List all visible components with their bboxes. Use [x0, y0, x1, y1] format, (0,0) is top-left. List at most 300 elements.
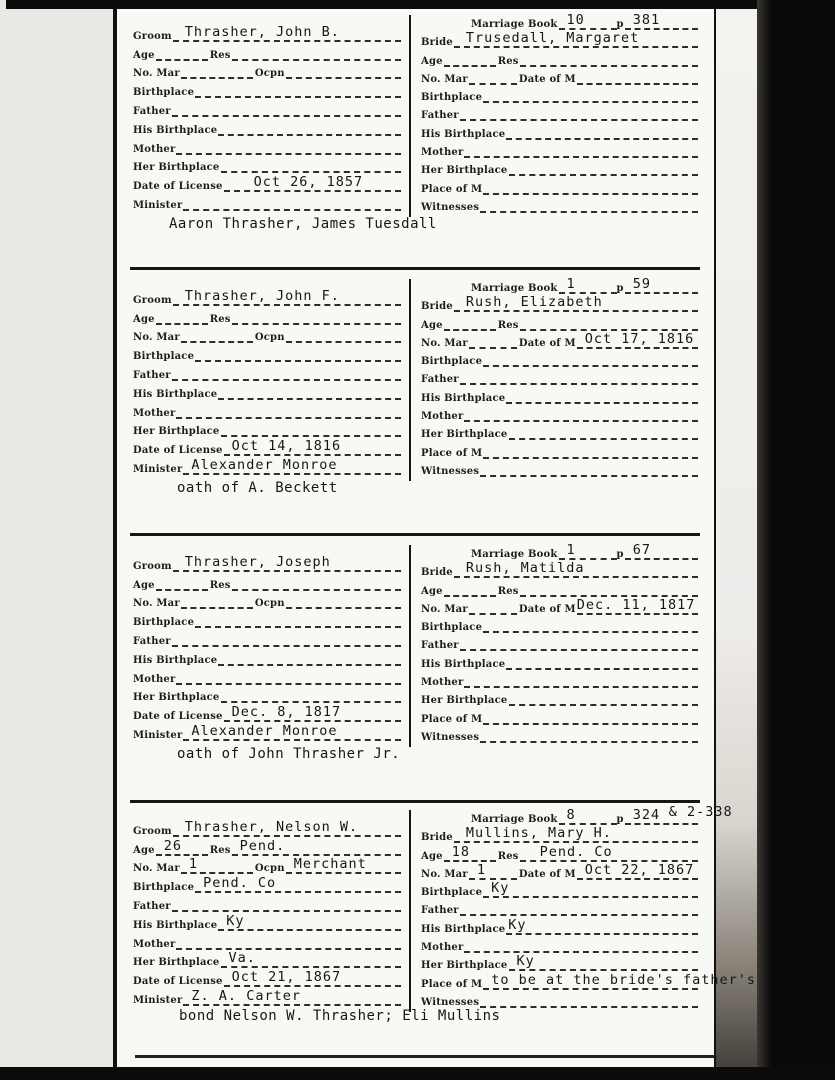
father-line — [460, 370, 698, 385]
form-row-minister — [133, 722, 401, 741]
father-line — [172, 366, 401, 381]
his-birthplace-label: His Birthplace — [421, 923, 506, 935]
age-label: Age — [133, 49, 155, 61]
ocpn-line — [286, 594, 401, 609]
form-row-mother — [421, 670, 698, 688]
bride-line — [454, 30, 698, 48]
birthplace-label: Birthplace — [421, 92, 483, 104]
age-line — [444, 582, 496, 597]
groom-name-value: Thrasher, John F. — [184, 287, 340, 304]
date-of-m-value: Oct 22, 1867 — [584, 861, 695, 878]
scan-right-margin-shadow — [716, 9, 757, 1080]
mother-line — [464, 938, 698, 953]
no-mar-line — [469, 334, 517, 349]
his-birthplace-line — [218, 121, 401, 136]
birthplace-label: Birthplace — [133, 351, 195, 363]
form-row-her-birthplace — [133, 950, 401, 969]
his-birthplace-label: His Birthplace — [421, 658, 506, 670]
res-label: Res — [209, 313, 231, 325]
form-row-his-birthplace — [421, 651, 698, 669]
mother-label: Mother — [421, 147, 464, 159]
groom-line — [173, 818, 401, 837]
res-line — [520, 843, 698, 862]
father-label: Father — [133, 369, 171, 381]
minister-line — [183, 722, 401, 741]
bride-name-value: Rush, Matilda — [465, 560, 585, 577]
age-line — [156, 837, 208, 856]
ocpn-line — [286, 64, 401, 79]
mother-line — [176, 140, 401, 155]
groom-his-birthplace-value: Ky — [226, 912, 245, 929]
witnesses-line — [480, 198, 698, 213]
form-row-place-of-m — [421, 706, 698, 724]
page-number-value: 59 — [632, 276, 651, 292]
no-mar-line — [469, 70, 517, 85]
groom-no-mar-value: 1 — [188, 856, 198, 873]
witnesses-label: Witnesses — [421, 465, 480, 477]
marriage-book-row — [421, 13, 698, 30]
bride-label: Bride — [421, 37, 453, 49]
res-line — [520, 52, 698, 67]
record-note: Aaron Thrasher, James Tuesdall — [169, 216, 437, 232]
father-line — [460, 106, 698, 121]
page-number-value: 381 — [632, 12, 661, 28]
groom-line — [173, 553, 401, 572]
form-row-age-res — [133, 572, 401, 591]
res-label: Res — [497, 319, 519, 331]
page-number-value: 324 — [632, 807, 661, 823]
witnesses-line — [480, 462, 698, 477]
ocpn-line — [286, 856, 401, 874]
ocpn-label: Ocpn — [254, 332, 285, 344]
groom-name-value: Thrasher, Joseph — [184, 553, 331, 570]
birthplace-label: Birthplace — [421, 622, 483, 634]
groom-birthplace-value: Pend. Co — [203, 875, 277, 892]
book-line — [559, 542, 617, 560]
father-line — [172, 102, 401, 117]
form-row-groom — [133, 818, 401, 837]
date-of-license-value: Oct 26, 1857 — [253, 174, 364, 191]
column-divider — [409, 279, 411, 481]
bride-name-value: Rush, Elizabeth — [465, 294, 603, 311]
minister-value: Alexander Monroe — [191, 722, 338, 739]
father-label: Father — [133, 105, 171, 117]
bride-line — [454, 560, 698, 578]
form-row-his-birthplace — [421, 121, 698, 139]
form-row-witnesses — [421, 459, 698, 477]
no-mar-label: No. Mar — [133, 598, 180, 610]
place-of-m-line — [483, 710, 698, 725]
bride-column — [421, 277, 698, 477]
record-note: oath of John Thrasher Jr. — [177, 746, 401, 762]
form-row-place-of-m — [421, 176, 698, 194]
form-row-age-res — [421, 843, 698, 861]
father-line — [172, 632, 401, 647]
birthplace-line — [483, 352, 698, 367]
marriage-record-card-2 — [117, 275, 714, 531]
date-of-license-line — [224, 704, 401, 722]
groom-column — [133, 23, 401, 211]
res-line — [232, 576, 401, 591]
mother-line — [464, 407, 698, 422]
his-birthplace-label: His Birthplace — [421, 128, 506, 140]
father-label: Father — [421, 374, 459, 386]
groom-label: Groom — [133, 560, 172, 572]
form-row-bride — [421, 30, 698, 48]
her-birthplace-label: Her Birthplace — [421, 429, 508, 441]
res-line — [232, 310, 401, 325]
minister-line — [183, 456, 401, 475]
marriage-book-row — [421, 543, 698, 560]
no-mar-label: No. Mar — [133, 68, 180, 80]
her-birthplace-line — [509, 691, 699, 706]
form-row-birthplace — [421, 85, 698, 103]
no-mar-label: No. Mar — [421, 868, 468, 880]
date-of-m-label: Date of M — [518, 337, 576, 349]
father-label: Father — [421, 110, 459, 122]
form-row-her-birthplace — [421, 953, 698, 971]
form-row-father — [421, 103, 698, 121]
no-mar-line — [181, 856, 253, 874]
bride-her-birthplace-value: Ky — [516, 953, 535, 970]
form-row-mother — [421, 404, 698, 422]
form-row-minister — [133, 456, 401, 475]
minister-value: Alexander Monroe — [191, 456, 338, 473]
father-line — [460, 901, 698, 916]
her-birthplace-line — [221, 422, 402, 437]
form-row-bride — [421, 560, 698, 578]
witnesses-label: Witnesses — [421, 731, 480, 743]
scan-top-black-band — [6, 0, 758, 9]
father-label: Father — [133, 635, 171, 647]
date-of-m-label: Date of M — [518, 603, 576, 615]
form-row-father — [421, 367, 698, 385]
father-line — [172, 897, 401, 912]
her-birthplace-line — [509, 425, 699, 440]
his-birthplace-line — [506, 125, 698, 140]
card-separator — [130, 267, 700, 270]
form-row-birthplace — [133, 609, 401, 628]
groom-age-value: 26 — [163, 837, 182, 854]
her-birthplace-label: Her Birthplace — [421, 165, 508, 177]
form-row-mother — [133, 400, 401, 419]
his-birthplace-line — [506, 389, 698, 404]
form-row-nomar-datem — [421, 862, 698, 880]
date-of-m-value: Dec. 11, 1817 — [576, 596, 696, 613]
form-row-his-birthplace — [133, 117, 401, 136]
groom-res-value: Pend. — [239, 837, 286, 854]
father-label: Father — [133, 900, 171, 912]
age-label: Age — [421, 55, 443, 67]
form-row-birthplace — [133, 79, 401, 98]
form-row-his-birthplace — [421, 385, 698, 403]
form-row-birthplace — [133, 343, 401, 362]
his-birthplace-line — [218, 912, 401, 931]
form-row-age-res — [133, 837, 401, 856]
her-birthplace-label: Her Birthplace — [421, 960, 508, 972]
form-row-minister — [133, 192, 401, 211]
groom-name-value: Thrasher, Nelson W. — [184, 818, 359, 835]
form-row-witnesses — [421, 195, 698, 213]
bride-age-value: 18 — [451, 843, 470, 860]
book-number-value: 8 — [566, 807, 576, 823]
form-row-nomar-ocpn — [133, 325, 401, 344]
birthplace-label: Birthplace — [421, 356, 483, 368]
form-row-witnesses — [421, 725, 698, 743]
date-of-license-label: Date of License — [133, 445, 223, 457]
column-divider — [409, 15, 411, 217]
birthplace-label: Birthplace — [133, 882, 195, 894]
place-of-m-label: Place of M — [421, 978, 483, 990]
his-birthplace-label: His Birthplace — [133, 919, 218, 931]
his-birthplace-label: His Birthplace — [133, 124, 218, 136]
bride-column — [421, 543, 698, 743]
date-of-m-line — [577, 861, 698, 880]
age-line — [156, 46, 208, 61]
birthplace-line — [483, 880, 698, 898]
form-row-witnesses — [421, 990, 698, 1008]
form-row-birthplace — [133, 874, 401, 893]
book-line — [559, 807, 617, 825]
groom-column — [133, 553, 401, 741]
no-mar-line — [181, 328, 253, 343]
groom-label: Groom — [133, 30, 172, 42]
page-label: p — [616, 19, 624, 30]
birthplace-line — [195, 875, 401, 893]
date-of-m-label: Date of M — [518, 73, 576, 85]
his-birthplace-label: His Birthplace — [133, 388, 218, 400]
marriage-book-label: Marriage Book — [471, 19, 558, 30]
his-birthplace-line — [218, 385, 401, 400]
book-line — [559, 12, 617, 30]
scanned-record-page — [113, 9, 756, 1067]
form-row-groom — [133, 23, 401, 42]
mother-line — [464, 143, 698, 158]
form-row-age-res — [421, 48, 698, 66]
age-line — [444, 843, 496, 862]
no-mar-line — [181, 64, 253, 79]
book-line — [559, 276, 617, 294]
res-line — [520, 582, 698, 597]
ocpn-label: Ocpn — [254, 68, 285, 80]
record-note: oath of A. Beckett — [177, 480, 338, 496]
her-birthplace-label: Her Birthplace — [421, 695, 508, 707]
witnesses-label: Witnesses — [421, 201, 480, 213]
form-row-birthplace — [421, 349, 698, 367]
date-of-license-line — [224, 174, 401, 192]
page-line — [625, 276, 698, 294]
mother-label: Mother — [133, 673, 176, 685]
ocpn-label: Ocpn — [254, 863, 285, 875]
bride-line — [454, 825, 698, 843]
mother-label: Mother — [421, 942, 464, 954]
res-label: Res — [209, 844, 231, 856]
res-label: Res — [497, 55, 519, 67]
mother-line — [176, 404, 401, 419]
form-row-mother — [133, 136, 401, 155]
date-of-license-value: Oct 21, 1867 — [231, 969, 342, 986]
mother-label: Mother — [133, 938, 176, 950]
res-line — [232, 837, 401, 856]
bride-name-value: Trusedall, Margaret — [465, 30, 640, 47]
birthplace-line — [483, 618, 698, 633]
age-label: Age — [421, 319, 443, 331]
date-of-license-line — [224, 438, 401, 456]
age-label: Age — [133, 313, 155, 325]
groom-column — [133, 287, 401, 475]
her-birthplace-line — [221, 950, 402, 968]
age-line — [156, 310, 208, 325]
groom-name-value: Thrasher, John B. — [184, 23, 340, 40]
form-row-nomar-datem — [421, 597, 698, 615]
marriage-record-card-3 — [117, 541, 714, 798]
her-birthplace-line — [221, 688, 402, 703]
groom-line — [173, 23, 401, 42]
birthplace-line — [195, 83, 401, 98]
card-separator — [130, 800, 700, 803]
groom-ocpn-value: Merchant — [293, 856, 367, 873]
form-row-place-of-m — [421, 440, 698, 458]
bride-column — [421, 13, 698, 213]
witnesses-line — [480, 993, 698, 1008]
bride-res-value: Pend. Co — [539, 843, 613, 860]
form-row-groom — [133, 553, 401, 572]
age-label: Age — [133, 844, 155, 856]
minister-label: Minister — [133, 463, 183, 475]
date-of-m-line — [577, 330, 698, 349]
age-label: Age — [421, 585, 443, 597]
bride-label: Bride — [421, 567, 453, 579]
form-row-her-birthplace — [133, 419, 401, 438]
page-line — [625, 804, 733, 825]
mother-label: Mother — [421, 411, 464, 423]
date-of-license-label: Date of License — [133, 711, 223, 723]
form-row-place-of-m — [421, 971, 756, 990]
date-of-license-value: Dec. 8, 1817 — [231, 704, 342, 721]
form-row-nomar-ocpn — [133, 591, 401, 610]
form-row-age-res — [133, 42, 401, 61]
form-row-her-birthplace — [421, 158, 698, 176]
bride-name-value: Mullins, Mary H. — [465, 825, 612, 842]
form-row-nomar-datem — [421, 67, 698, 85]
groom-column — [133, 818, 401, 1006]
bride-his-birthplace-value: Ky — [508, 916, 527, 933]
form-row-nomar-datem — [421, 331, 698, 349]
marriage-book-label: Marriage Book — [471, 549, 558, 560]
birthplace-line — [195, 347, 401, 362]
page-extra-value: & 2-338 — [668, 804, 733, 820]
form-row-father — [421, 633, 698, 651]
no-mar-line — [181, 594, 253, 609]
minister-label: Minister — [133, 729, 183, 741]
form-row-her-birthplace — [421, 688, 698, 706]
date-of-m-value: Oct 17, 1816 — [584, 330, 695, 347]
no-mar-label: No. Mar — [133, 863, 180, 875]
form-row-her-birthplace — [133, 155, 401, 174]
place-of-m-label: Place of M — [421, 183, 483, 195]
res-label: Res — [497, 585, 519, 597]
res-label: Res — [497, 850, 519, 862]
place-of-m-line — [483, 180, 698, 195]
form-row-father — [421, 898, 698, 916]
age-line — [444, 316, 496, 331]
groom-her-birthplace-value: Va. — [228, 950, 256, 967]
his-birthplace-label: His Birthplace — [133, 654, 218, 666]
her-birthplace-label: Her Birthplace — [133, 162, 220, 174]
place-of-m-value: to be at the bride's father's — [491, 971, 756, 988]
form-row-father — [133, 98, 401, 117]
marriage-record-card-1 — [117, 11, 714, 267]
age-label: Age — [421, 850, 443, 862]
page-number-value: 67 — [632, 542, 651, 558]
her-birthplace-label: Her Birthplace — [133, 957, 220, 969]
form-row-mother — [421, 935, 698, 953]
book-number-value: 10 — [566, 12, 585, 28]
his-birthplace-label: His Birthplace — [421, 392, 506, 404]
his-birthplace-line — [506, 916, 698, 935]
bride-birthplace-value: Ky — [491, 880, 510, 897]
page-bottom-rule — [135, 1055, 714, 1058]
mother-line — [464, 673, 698, 688]
form-row-date-of-license — [133, 703, 401, 722]
ocpn-label: Ocpn — [254, 598, 285, 610]
date-of-license-value: Oct 14, 1816 — [231, 438, 342, 455]
form-row-date-of-license — [133, 968, 401, 987]
form-row-date-of-license — [133, 173, 401, 192]
res-label: Res — [209, 579, 231, 591]
marriage-book-label: Marriage Book — [471, 283, 558, 294]
form-row-birthplace — [421, 615, 698, 633]
his-birthplace-line — [506, 655, 698, 670]
form-row-her-birthplace — [421, 422, 698, 440]
minister-line — [183, 987, 401, 1006]
card-separator — [130, 533, 700, 536]
no-mar-label: No. Mar — [133, 332, 180, 344]
her-birthplace-line — [221, 158, 402, 173]
minister-value: Z. A. Carter — [191, 987, 301, 1004]
minister-label: Minister — [133, 994, 183, 1006]
res-line — [520, 316, 698, 331]
form-row-groom — [133, 287, 401, 306]
date-of-license-label: Date of License — [133, 181, 223, 193]
page-line — [625, 12, 698, 30]
birthplace-label: Birthplace — [133, 617, 195, 629]
father-label: Father — [421, 905, 459, 917]
form-row-mother — [421, 140, 698, 158]
form-row-father — [133, 362, 401, 381]
page-label: p — [616, 814, 624, 825]
minister-line — [183, 196, 401, 211]
date-of-license-line — [224, 969, 401, 987]
form-row-father — [133, 628, 401, 647]
birthplace-line — [483, 88, 698, 103]
book-number-value: 1 — [566, 542, 576, 558]
witnesses-label: Witnesses — [421, 996, 480, 1008]
her-birthplace-label: Her Birthplace — [133, 426, 220, 438]
groom-label: Groom — [133, 825, 172, 837]
no-mar-label: No. Mar — [421, 603, 468, 615]
groom-label: Groom — [133, 294, 172, 306]
book-number-value: 1 — [566, 276, 576, 292]
column-divider — [409, 810, 411, 1012]
column-divider — [409, 545, 411, 747]
no-mar-line — [469, 600, 517, 615]
bride-label: Bride — [421, 832, 453, 844]
form-row-his-birthplace — [421, 916, 698, 934]
res-line — [232, 46, 401, 61]
form-row-his-birthplace — [133, 647, 401, 666]
scan-bottom-black-band — [0, 1067, 835, 1080]
